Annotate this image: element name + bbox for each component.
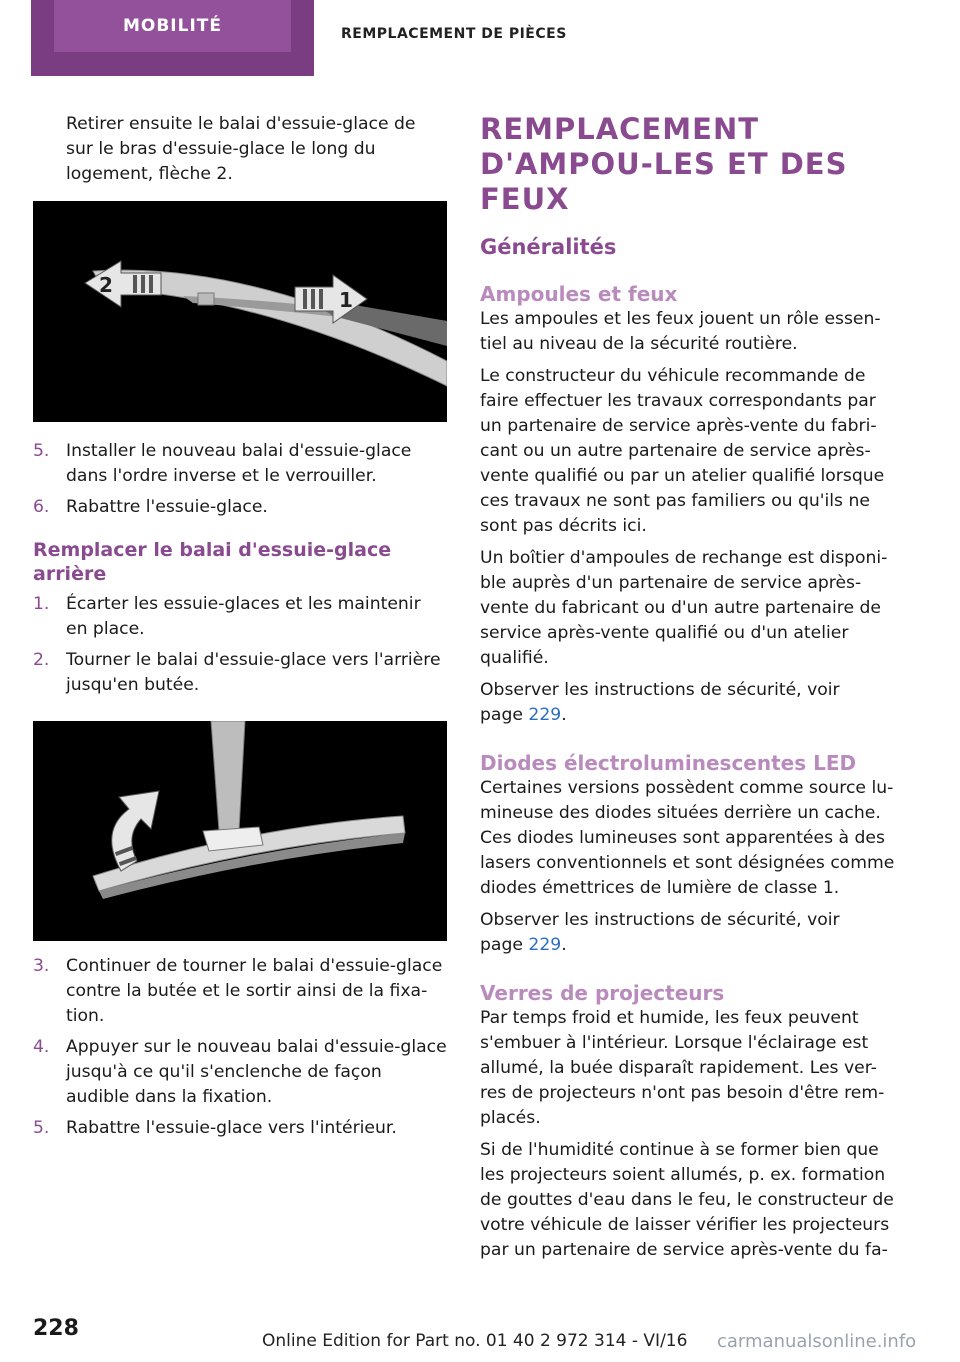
figure-wiper-blade-removal (33, 201, 447, 422)
bulbs-safety-note: Observer les instructions de sécurité, voir page 229. (480, 680, 840, 725)
figure-label-1: 1 (339, 288, 353, 312)
list-text: Rabattre l'essuie-glace. (66, 497, 268, 517)
section-title: REMPLACEMENT DE PIÈCES (341, 26, 567, 42)
right-column (480, 112, 900, 1263)
watermark: carmanualsonline.info (717, 1331, 917, 1352)
headlight-paragraph-2: Si de l'humidité continue à se former bien que les projecteurs soient allumés, p. ex. formation de gouttes d'eau dans le feu, le constructeur de votre véhicule de laisser vérifier les projecteurs par un partenaire de service après-vente du fa- (480, 1140, 894, 1260)
intro-paragraph: Retirer ensuite le balai d'essuie-glace de sur le bras d'essuie-glace le long du logement, flèche 2. (66, 114, 416, 184)
list-item (33, 1116, 447, 1141)
general-heading: Généralités (480, 235, 617, 259)
list-item (33, 592, 447, 642)
list-item (33, 439, 447, 489)
list-text: Écarter les essuie-glaces et les maintenir en place. (66, 594, 421, 639)
steps-a-list (33, 433, 447, 698)
list-item (33, 954, 447, 1029)
list-text: Appuyer sur le nouveau balai d'essuie-glace jusqu'à ce qu'il s'enclenche de façon audible dans la fixation. (66, 1037, 447, 1107)
page-link[interactable]: 229 (528, 705, 562, 725)
chapter-tab (31, 0, 314, 76)
list-item (33, 1035, 447, 1110)
list-number: 3. (33, 956, 50, 976)
figure-label-2: 2 (99, 273, 113, 297)
list-number: 2. (33, 650, 50, 670)
list-item (33, 495, 447, 520)
headlight-lens-heading: Verres de projecteurs (480, 981, 725, 1005)
chapter-heading: REMPLACEMENT D'AMPOU-LES ET DES FEUX (480, 112, 848, 216)
bulbs-paragraph-2: Le constructeur du véhicule recommande de faire effectuer les travaux correspondants par un partenaire de service après-vente du fabri-cant ou un autre partenaire de service après-vente qualifié ou par un atelier qualifié lorsque ces travaux ne sont pas familiers ou qu'ils ne sont pas décrits ici. (480, 366, 885, 536)
list-number: 1. (33, 594, 50, 614)
bulbs-paragraph-3: Un boîtier d'ampoules de rechange est disponi-ble auprès d'un partenaire de service après-vente du fabricant ou d'un autre partenaire de service après-vente qualifié ou d'un atelier qualifié. (480, 548, 888, 668)
chapter-tab-label: MOBILITÉ (54, 0, 291, 52)
edition-text: Online Edition for Part no. 01 40 2 972 314 - VI/16 (262, 1331, 688, 1351)
list-text: Continuer de tourner le balai d'essuie-glace contre la butée et le sortir ainsi de la fixa-tion. (66, 956, 443, 1026)
list-number: 4. (33, 1037, 50, 1057)
led-paragraph-1: Certaines versions possèdent comme source lu-mineuse des diodes situées derrière un cache. Ces diodes lumineuses sont apparentées à des lasers conventionnels et sont désignées comme diodes émettrices de lumière de classe 1. (480, 778, 895, 898)
list-number: 5. (33, 1118, 50, 1138)
page-link[interactable]: 229 (528, 935, 562, 955)
led-heading: Diodes électroluminescentes LED (480, 751, 857, 775)
safety-note-page-prefix: page (480, 705, 529, 725)
wiper-blade-illustration (33, 201, 447, 422)
figure-rear-wiper (33, 721, 447, 941)
list-text: Installer le nouveau balai d'essuie-glace dans l'ordre inverse et le verrouiller. (66, 441, 412, 486)
safety-note-text: Observer les instructions de sécurité, voir (480, 680, 840, 700)
headlight-paragraph-1: Par temps froid et humide, les feux peuvent s'embuer à l'intérieur. Lorsque l'éclairage est allumé, la buée disparaît rapidement. Les ver-res de projecteurs n'ont pas besoin d'être rem-placés. (480, 1008, 885, 1128)
rear-wiper-illustration (33, 721, 447, 941)
bulbs-paragraph-1: Les ampoules et les feux jouent un rôle essen-tiel au niveau de la sécurité routière. (480, 309, 881, 354)
rear-wiper-heading: Remplacer le balai d'essuie-glace arrière (33, 539, 392, 585)
page-number: 228 (33, 1316, 79, 1341)
list-number: 6. (33, 497, 50, 517)
list-number: 5. (33, 441, 50, 461)
led-safety-note: Observer les instructions de sécurité, voir page 229. (480, 910, 840, 955)
safety-note-page-prefix: page (480, 935, 529, 955)
safety-note-text: Observer les instructions de sécurité, voir (480, 910, 840, 930)
list-text: Rabattre l'essuie-glace vers l'intérieur. (66, 1118, 397, 1138)
steps-c-list (33, 948, 447, 1141)
bulbs-heading: Ampoules et feux (480, 282, 678, 306)
list-text: Tourner le balai d'essuie-glace vers l'arrière jusqu'en butée. (66, 650, 441, 695)
list-item (33, 648, 447, 698)
